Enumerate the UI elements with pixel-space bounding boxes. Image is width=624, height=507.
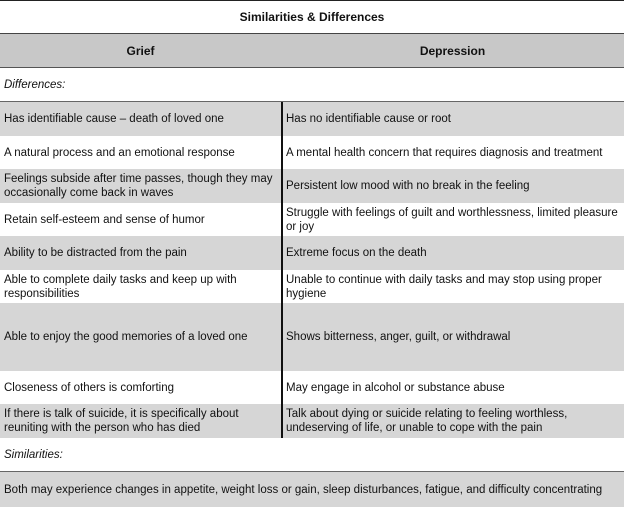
table-row <box>0 371 624 404</box>
depression-cell: Persistent low mood with no break in the feeling <box>281 169 624 203</box>
depression-cell: Talk about dying or suicide relating to feeling worthless, undeserving of life, or unable to cope with the pain <box>281 404 624 438</box>
grief-cell: Ability to be distracted from the pain <box>4 247 187 259</box>
depression-cell: Unable to continue with daily tasks and may stop using proper hygiene <box>281 270 624 303</box>
grief-cell: Retain self-esteem and sense of humor <box>4 213 205 226</box>
grief-cell: If there is talk of suicide, it is specifically about reuniting with the person who has died <box>4 408 239 434</box>
column-header-depression: Depression <box>419 44 486 58</box>
table-row <box>0 270 624 303</box>
grief-cell: Able to complete daily tasks and keep up with responsibilities <box>4 273 237 300</box>
table-row <box>0 404 624 438</box>
depression-cell: A mental health concern that requires diagnosis and treatment <box>281 136 624 169</box>
table-title: Similarities & Differences <box>0 0 624 34</box>
column-header-row <box>0 34 624 68</box>
depression-cell: Extreme focus on the death <box>281 236 624 270</box>
table-row <box>0 236 624 270</box>
depression-cell: Has no identifiable cause or root <box>281 102 624 136</box>
table-row <box>0 169 624 203</box>
grief-cell: Closeness of others is comforting <box>4 381 175 394</box>
grief-cell: Feelings subside after time passes, though they may occasionally come back in waves <box>4 173 273 199</box>
table-row <box>0 303 624 371</box>
depression-cell: Struggle with feelings of guilt and worthlessness, limited pleasure or joy <box>281 203 624 236</box>
table-row <box>0 203 624 236</box>
table-row <box>0 102 624 136</box>
table-row <box>0 136 624 169</box>
grief-cell: Able to enjoy the good memories of a loved one <box>4 331 248 343</box>
differences-label: Differences: <box>4 79 66 91</box>
grief-cell: Has identifiable cause – death of loved one <box>4 113 224 125</box>
similarities-text: Both may experience changes in appetite, weight loss or gain, sleep disturbances, fatigue, and difficulty concentrating <box>0 472 624 507</box>
depression-cell: May engage in alcohol or substance abuse <box>281 371 624 404</box>
depression-cell: Shows bitterness, anger, guilt, or withdrawal <box>281 303 624 371</box>
grief-cell: A natural process and an emotional response <box>4 146 235 159</box>
similarities-label: Similarities: <box>4 448 63 461</box>
column-header-grief: Grief <box>126 44 155 58</box>
